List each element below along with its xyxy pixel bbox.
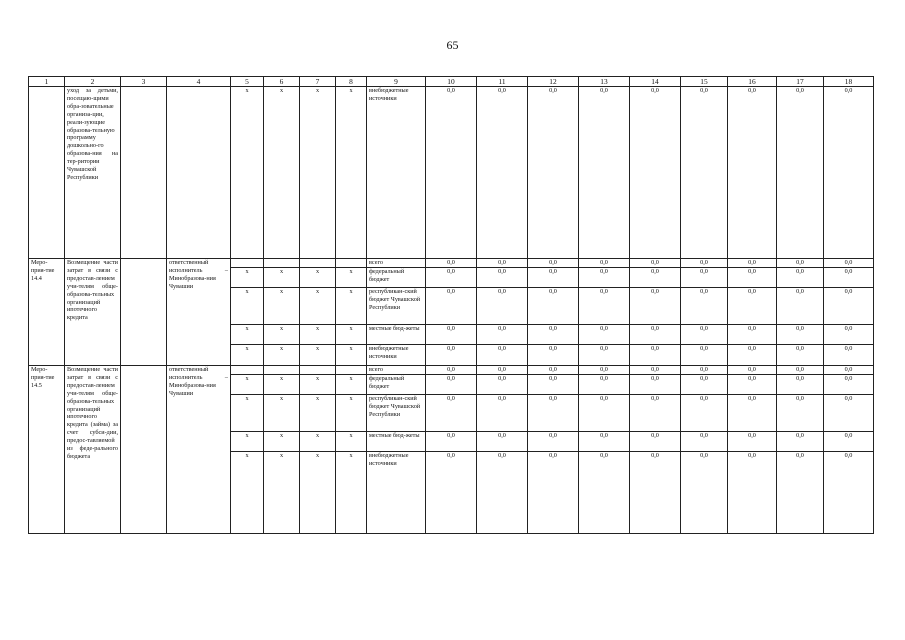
value-cell: 0,0 [477,268,528,288]
x-cell: x [264,268,300,288]
x-cell [300,366,336,375]
column-header: 4 [167,77,231,87]
x-cell: x [231,325,264,345]
x-cell: x [264,395,300,432]
column-header: 1 [29,77,65,87]
x-cell: x [300,345,336,366]
x-cell [300,259,336,268]
value-cell: 0,0 [681,259,728,268]
value-cell: 0,0 [426,345,477,366]
measure-description: Возмещение части затрат в связи с предостав-лением учи-телям обще-образова-тельных организаций ипотечного кредита [65,259,121,366]
value-cell: 0,0 [824,375,874,395]
value-cell: 0,0 [681,452,728,534]
x-cell: x [300,87,336,259]
x-cell: x [264,345,300,366]
column-header: 7 [300,77,336,87]
column-header: 5 [231,77,264,87]
x-cell: x [336,325,367,345]
value-cell: 0,0 [728,395,777,432]
column-header: 18 [824,77,874,87]
value-cell: 0,0 [630,345,681,366]
column-header: 14 [630,77,681,87]
column-header: 3 [121,77,167,87]
value-cell: 0,0 [528,325,579,345]
x-cell: x [336,87,367,259]
value-cell: 0,0 [630,268,681,288]
value-cell: 0,0 [824,366,874,375]
value-cell: 0,0 [579,268,630,288]
value-cell: 0,0 [528,87,579,259]
source-cell: всего [367,366,426,375]
column-header: 6 [264,77,300,87]
value-cell: 0,0 [728,259,777,268]
column-header: 11 [477,77,528,87]
x-cell: x [300,452,336,534]
value-cell: 0,0 [630,259,681,268]
value-cell: 0,0 [728,87,777,259]
value-cell: 0,0 [728,288,777,325]
x-cell: x [231,87,264,259]
value-cell: 0,0 [681,345,728,366]
value-cell: 0,0 [824,268,874,288]
value-cell: 0,0 [528,259,579,268]
value-cell: 0,0 [681,288,728,325]
value-cell: 0,0 [528,375,579,395]
x-cell [336,259,367,268]
value-cell: 0,0 [777,345,824,366]
value-cell: 0,0 [528,288,579,325]
value-cell: 0,0 [824,259,874,268]
value-cell: 0,0 [579,452,630,534]
description-cell: уход за детьми, посещаю-щими обра-зовательные организа-ции, реали-зующие образова-тельную программу дошкольно-го образова-ния на тер-ритории Чувашской Республики [65,87,121,259]
source-cell: республикан-ский бюджет Чувашской Республики [367,395,426,432]
value-cell: 0,0 [630,87,681,259]
x-cell [264,259,300,268]
value-cell: 0,0 [426,87,477,259]
value-cell: 0,0 [728,345,777,366]
x-cell: x [336,345,367,366]
table-row [29,259,874,268]
value-cell: 0,0 [579,375,630,395]
value-cell: 0,0 [681,395,728,432]
column-header: 10 [426,77,477,87]
source-cell: местные бюд-жеты [367,325,426,345]
value-cell: 0,0 [681,366,728,375]
x-cell: x [300,268,336,288]
x-cell: x [264,432,300,452]
value-cell: 0,0 [579,259,630,268]
value-cell: 0,0 [777,268,824,288]
measure-code: Меро-прия-тие 14.5 [29,366,65,534]
value-cell: 0,0 [528,345,579,366]
value-cell: 0,0 [630,288,681,325]
value-cell: 0,0 [777,432,824,452]
value-cell: 0,0 [824,395,874,432]
code-cell [29,87,65,259]
value-cell: 0,0 [528,452,579,534]
value-cell: 0,0 [824,87,874,259]
value-cell: 0,0 [477,345,528,366]
value-cell: 0,0 [824,288,874,325]
value-cell: 0,0 [630,432,681,452]
x-cell [264,366,300,375]
x-cell: x [336,452,367,534]
empty-cell [121,366,167,534]
measure-description: Возмещение части затрат в связи с предостав-лением учи-телям обще-образова-тельных организаций ипотечного кредита (займа) за счет субси-дии, предос-тавляемой из феде-рального бюджета [65,366,121,534]
value-cell: 0,0 [630,452,681,534]
table-row [29,366,874,375]
column-header: 17 [777,77,824,87]
value-cell: 0,0 [426,325,477,345]
value-cell: 0,0 [426,375,477,395]
value-cell: 0,0 [681,375,728,395]
x-cell: x [264,87,300,259]
value-cell: 0,0 [824,345,874,366]
x-cell: x [336,268,367,288]
value-cell: 0,0 [777,87,824,259]
column-header: 8 [336,77,367,87]
value-cell: 0,0 [477,366,528,375]
value-cell: 0,0 [528,432,579,452]
value-cell: 0,0 [777,375,824,395]
value-cell: 0,0 [728,325,777,345]
value-cell: 0,0 [477,288,528,325]
value-cell: 0,0 [477,375,528,395]
value-cell: 0,0 [728,452,777,534]
value-cell: 0,0 [630,366,681,375]
executor-cell: ответственный исполнитель – Минобразова-ния Чувашии [167,259,231,366]
source-cell: внебюджетные источники [367,87,426,259]
x-cell: x [336,395,367,432]
value-cell: 0,0 [681,325,728,345]
x-cell: x [264,452,300,534]
x-cell [336,366,367,375]
value-cell: 0,0 [777,366,824,375]
value-cell: 0,0 [477,325,528,345]
value-cell: 0,0 [728,432,777,452]
x-cell: x [300,288,336,325]
value-cell: 0,0 [681,87,728,259]
value-cell: 0,0 [426,259,477,268]
value-cell: 0,0 [824,452,874,534]
header-row [29,77,874,87]
value-cell: 0,0 [728,366,777,375]
value-cell: 0,0 [777,288,824,325]
value-cell: 0,0 [681,432,728,452]
value-cell: 0,0 [426,288,477,325]
x-cell: x [231,452,264,534]
source-cell: внебюджетные источники [367,345,426,366]
x-cell: x [300,375,336,395]
value-cell: 0,0 [426,432,477,452]
value-cell: 0,0 [426,268,477,288]
column-header: 2 [65,77,121,87]
value-cell: 0,0 [777,259,824,268]
executor-cell: ответственный исполнитель – Минобразова-ния Чувашии [167,366,231,534]
value-cell: 0,0 [728,268,777,288]
value-cell: 0,0 [630,325,681,345]
x-cell: x [300,432,336,452]
x-cell: x [231,432,264,452]
executor-cell [167,87,231,259]
x-cell: x [264,288,300,325]
value-cell: 0,0 [681,268,728,288]
value-cell: 0,0 [579,288,630,325]
value-cell: 0,0 [630,395,681,432]
source-cell: федеральный бюджет [367,375,426,395]
value-cell: 0,0 [426,366,477,375]
x-cell: x [336,375,367,395]
value-cell: 0,0 [477,432,528,452]
value-cell: 0,0 [528,268,579,288]
value-cell: 0,0 [579,432,630,452]
value-cell: 0,0 [824,325,874,345]
value-cell: 0,0 [579,345,630,366]
empty-cell [121,87,167,259]
value-cell: 0,0 [477,395,528,432]
column-header: 12 [528,77,579,87]
value-cell: 0,0 [477,452,528,534]
x-cell [231,366,264,375]
value-cell: 0,0 [777,395,824,432]
measure-code: Меро-прия-тие 14.4 [29,259,65,366]
value-cell: 0,0 [824,432,874,452]
x-cell: x [336,288,367,325]
column-header: 13 [579,77,630,87]
value-cell: 0,0 [426,452,477,534]
x-cell: x [300,325,336,345]
value-cell: 0,0 [528,366,579,375]
value-cell: 0,0 [777,452,824,534]
value-cell: 0,0 [579,366,630,375]
column-header: 15 [681,77,728,87]
table-row-continuation [29,87,874,259]
x-cell: x [231,288,264,325]
column-header: 16 [728,77,777,87]
source-cell: местные бюд-жеты [367,432,426,452]
budget-table [28,76,874,534]
x-cell: x [264,325,300,345]
column-header: 9 [367,77,426,87]
source-cell: республикан-ский бюджет Чувашской Республики [367,288,426,325]
x-cell: x [231,268,264,288]
x-cell: x [300,395,336,432]
x-cell: x [231,345,264,366]
value-cell: 0,0 [630,375,681,395]
x-cell: x [336,432,367,452]
value-cell: 0,0 [579,395,630,432]
value-cell: 0,0 [477,259,528,268]
source-cell: всего [367,259,426,268]
x-cell: x [231,375,264,395]
x-cell: x [231,395,264,432]
source-cell: федеральный бюджет [367,268,426,288]
value-cell: 0,0 [777,325,824,345]
value-cell: 0,0 [728,375,777,395]
x-cell: x [264,375,300,395]
value-cell: 0,0 [426,395,477,432]
value-cell: 0,0 [477,87,528,259]
value-cell: 0,0 [579,87,630,259]
value-cell: 0,0 [528,395,579,432]
source-cell: внебюджетные источники [367,452,426,534]
empty-cell [121,259,167,366]
value-cell: 0,0 [579,325,630,345]
x-cell [231,259,264,268]
page-number: 65 [446,38,459,52]
